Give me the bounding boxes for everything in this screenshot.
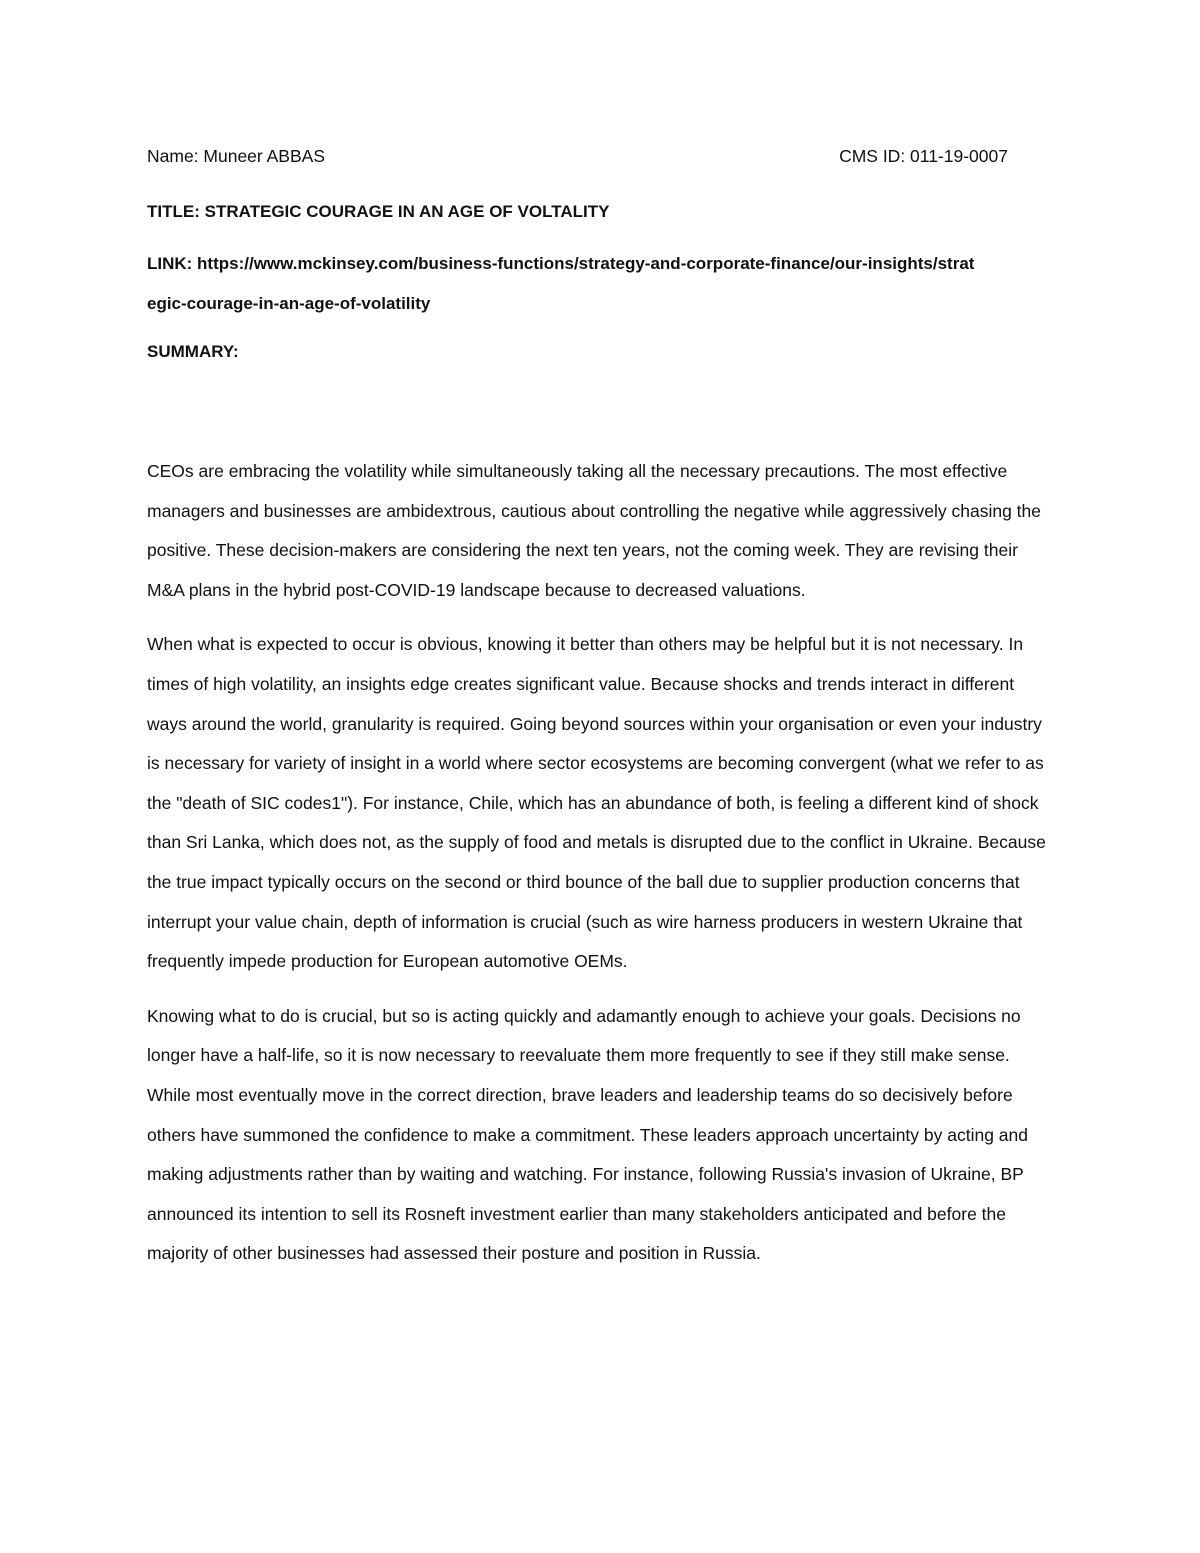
summary-paragraph-2: When what is expected to occur is obvious, knowing it better than others may be helpful but it is not necessary. In times of high volatility, an insights edge creates significant value. Because shocks and trends interact in different ways around the world, granularity is required. Going beyond sources within your organisation or even your industry is necessary for variety of insight in a world where sector ecosystems are becoming convergent (what we refer to as the "death of SIC codes1"). For instance, Chile, which has an abundance of both, is feeling a different kind of shock than Sri Lanka, which does not, as the supply of food and metals is disrupted due to the conflict in Ukraine. Because the true impact typically occurs on the second or third bounce of the ball due to supplier production concerns that interrupt your value chain, depth of information is crucial (such as wire harness producers in western Ukraine that frequently impede production for European automotive OEMs. — [147, 634, 1046, 972]
document-title: TITLE: STRATEGIC COURAGE IN AN AGE OF VOLTALITY — [147, 202, 610, 221]
header-row — [147, 142, 1053, 170]
summary-paragraph-3: Knowing what to do is crucial, but so is acting quickly and adamantly enough to achieve your goals. Decisions no longer have a half-life, so it is now necessary to reevaluate them more frequently to see if they still make sense. While most eventually move in the correct direction, brave leaders and leadership teams do so decisively before others have summoned the confidence to make a commitment. These leaders approach uncertainty by acting and making adjustments rather than by waiting and watching. For instance, following Russia's invasion of Ukraine, BP announced its intention to sell its Rosneft investment earlier than many stakeholders anticipated and before the majority of other businesses had assessed their posture and position in Russia. — [147, 1005, 1029, 1264]
article-link: LINK: https://www.mckinsey.com/business-functions/strategy-and-corporate-finance/our-insights/strategic-courage-in-an-age-of-volatility — [147, 254, 975, 313]
cms-id: CMS ID: 011-19-0007 — [839, 146, 1008, 166]
student-name: Name: Muneer ABBAS — [147, 146, 325, 166]
summary-paragraph-1: CEOs are embracing the volatility while simultaneously taking all the necessary precautions. The most effective managers and businesses are ambidextrous, cautious about controlling the negative while aggressively chasing the positive. These decision-makers are considering the next ten years, not the coming week. They are revising their M&A plans in the hybrid post-COVID-19 landscape because to decreased valuations. — [147, 461, 1042, 600]
document-content — [147, 142, 1053, 1274]
summary-heading: SUMMARY: — [147, 342, 239, 361]
